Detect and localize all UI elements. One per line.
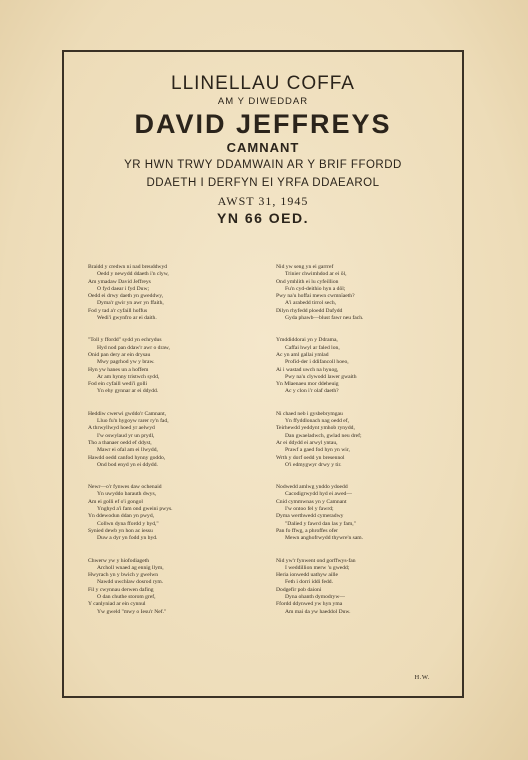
poem-line: Yw gweld "mwy o Iesu'r Nef." <box>97 608 167 615</box>
poem-line: "Toll y ffordd" sydd yn echrydus <box>88 337 162 344</box>
poem-line: Dyma'r gwir yn awr yn ffaith, <box>97 300 164 307</box>
poem-line: A thrwyllwyd hoed yr aelwyd <box>88 425 155 432</box>
poem-line: Archoll wnaed ag ennig llym, <box>97 564 164 571</box>
poem-line: Wedi'i gwynfro ar ei daith. <box>97 315 157 322</box>
poem-line: Yn ffyddlonach nag oedd ef, <box>285 418 350 425</box>
poem-line: Dyna ohanth dymodryw— <box>285 593 345 600</box>
poem-line: Duw a dyr yn fodd yn byd. <box>97 535 158 542</box>
subtitle-line: AM Y DIWEDDAR <box>217 96 309 107</box>
poem-line: Synied dewb yn hon ac iessu <box>88 527 153 534</box>
poem-stanza <box>88 558 263 616</box>
poem-line: Ni chaed neb i gysbebrymgau <box>276 410 343 417</box>
poem-line: Am ei golli ef o'i gongol <box>88 498 143 505</box>
poem-line: Dilyn rhyfedd ploedd Dafydd <box>276 307 343 314</box>
poem-line: Nodwedd amlwg ynddo ydoedd <box>276 484 348 491</box>
poem-line: Ar ei ddydd ei arwyl yntau, <box>276 439 338 446</box>
poem-line: I weddillion merw 'u gwedd; <box>285 564 350 571</box>
poem-line: Hwyrach yn y bwich y gwelwn <box>88 572 159 579</box>
poem-column-right <box>276 264 451 631</box>
poem-stanza <box>88 411 263 469</box>
poem-line: Pan fo ffwg, a phroffes ofer <box>276 527 338 534</box>
header-block <box>64 74 462 225</box>
poem-line: Fil y cwynnau derwen dafing <box>88 586 154 593</box>
poem-line: Pwy na'u clywodd lawer gwaith <box>285 373 357 380</box>
poem-line: Caffai hwyl ar faled lon, <box>285 344 340 351</box>
poem-line: Feth i dorri iddi fedd. <box>285 579 334 586</box>
poem-line: Fu'n cyd-deithio hyn a dôl; <box>285 285 346 292</box>
poem-stanza <box>88 337 263 395</box>
poem-line: Prawf a gaed fod hyn yn wir, <box>285 447 350 454</box>
poem-line: Tho a thanaer oedd ef ddyst, <box>88 439 152 446</box>
poem-stanza <box>276 558 451 616</box>
poem-line: Onid pan dery ar ein drysau <box>88 351 151 358</box>
poem-line: Ac yn aml gallai ymlad <box>276 351 329 358</box>
poem-stanza <box>88 264 263 322</box>
poem-line: Dan gwaeladwch, gwlad neu dref; <box>285 432 362 439</box>
age-line: YN 66 OED. <box>216 209 310 226</box>
poem-stanza <box>276 411 451 469</box>
date-line: AWST 31, 1945 <box>217 193 309 208</box>
poem-line: Ymddiddorai yn y Ddrama, <box>276 337 338 344</box>
poem-stanza <box>276 484 451 542</box>
poem-line: I'w ontoo fel y fawrd; <box>285 506 334 513</box>
poem-line: Wrth y dorf oedd yn bresennol <box>276 454 345 461</box>
poem-line: Cacodigrwydd hyd ei awed— <box>285 491 352 498</box>
poem-line: Gyda phawb—blust fawr neu fach. <box>285 315 364 322</box>
poem-line: Braidd y credwn ni nad breuddwyd <box>88 264 168 270</box>
poem-line: Mewn anghofrwydd thywre'n sam. <box>285 535 364 542</box>
title-line: LLINELLAU COFFA <box>171 73 355 94</box>
poem-stanza <box>276 337 451 395</box>
deceased-name: DAVID JEFFREYS <box>134 108 392 139</box>
poem-line: Teirhewdd yeddynt ymhob rynydd, <box>276 425 355 432</box>
poem-line: Collwn dyna ffordd y byd," <box>97 520 159 527</box>
poem-line: Yn ddewodun ddan yn pwyd, <box>88 513 155 520</box>
poem-line: O'i edmygwyr drwy y tir. <box>285 461 342 468</box>
poem-line: Profid-der i ddifancoll hoeo, <box>285 359 349 366</box>
poem-line: Ond bod enyd yn ei ddydd. <box>97 461 158 468</box>
poem-line: Am mai da yw haeddol Duw. <box>285 608 351 615</box>
poem-line: Y canlyniad ar ein cynnul <box>88 601 146 608</box>
poem-line: Heria ionwedd uathyw aille <box>276 572 338 579</box>
poem-line: Ffordd ddynwed yw hyn yma <box>276 601 343 608</box>
poem-line: A'i arabedd tirrol sech, <box>285 300 337 307</box>
poem-line: Nid yw'r fynwent ond gorffwys-fan <box>276 557 356 564</box>
poem-line: Dyma werthwedd cymeradwy <box>276 513 344 520</box>
poem-line: Fod y tad a'r cyfaill hoffus <box>88 307 148 314</box>
poem-line: O fyd daear i fyd Duw; <box>97 285 150 292</box>
poem-stanza <box>88 484 263 542</box>
signature-initials: H.W. <box>414 674 430 681</box>
poem-line: Mwy pagrhod yw y braw. <box>97 359 155 366</box>
poem-line: Newr—o'r fynwes daw ochenaid <box>88 484 162 491</box>
poem-line: "Dalied y fawrd dan las y fam," <box>285 520 356 527</box>
poem-line: Ac y clon i'r olaf daeth? <box>285 388 339 395</box>
poem-line: Hyd nod pan ddaw'r awr o draw, <box>97 344 170 351</box>
poem-line: Dodgefir pob daioni <box>276 586 322 593</box>
poem-line: Heddiw cwerwi gwddo'r Camnant, <box>88 410 167 417</box>
poem-line: Ond ymhlith ei lu cyfeillion <box>276 278 339 285</box>
poem-line: Nid yw seng yn ei garrref <box>276 264 334 270</box>
poem-line: Nawdd uwchlaw dosrod rym. <box>97 579 164 586</box>
poem-line: Yn Mlaenaeu mor ddeheuig <box>276 381 339 388</box>
poem-line: Yn ehy gynnar ar ei ddydd. <box>97 388 159 395</box>
poem-stanza <box>276 264 451 322</box>
poem-column-left <box>88 264 263 631</box>
poem-line: Ai i wastad uwch na hyuog, <box>276 366 339 373</box>
place-name: CAMNANT <box>226 139 300 155</box>
poem-line: Mawr ei ofal am ei llwydd, <box>97 447 158 454</box>
poem-line: Am ymadaw David Jeffreys <box>88 278 151 285</box>
poem-line: I'w oswylaud yr un prydl, <box>97 432 155 439</box>
accident-line-2: DDAETH I DERFYN EI YRFA DDAEAROL <box>146 177 380 189</box>
poem-line: Hawdd oedd canfod hynny goddo, <box>88 454 166 461</box>
poem-line: Yn uwyddo barauth dwys, <box>97 491 157 498</box>
poem-line: Ynghyd a'i fam ond gweini pwys. <box>97 506 173 513</box>
poem-line: Oedd y newydd ddaeth i'n clyw, <box>97 271 169 278</box>
poem-line: Lluo fu'n hygoyw rarer ry'n fad, <box>97 418 169 425</box>
poem-line: Chwerw yw y hiofodiageth <box>88 557 150 564</box>
poem-line: Cnid cymmwnas yn y Camnant <box>276 498 347 505</box>
poem-line: Hyn yw hanes un a hoffem <box>88 366 149 373</box>
accident-line-1: YR HWN TRWY DDAMWAIN AR Y BRIF FFORDD <box>124 158 402 171</box>
poem-line: Trinier chwimhdod ar ei ôl, <box>285 271 347 278</box>
poem-line: Ar am hynny tristwch sydd, <box>97 373 160 380</box>
poem-line: O dan chuthe storom gref, <box>97 593 156 600</box>
border-frame <box>62 50 464 698</box>
poem-line: Pwy na'u hoffai mewn cwmnïaeth? <box>276 293 355 300</box>
poem-line: Fod ein cyfaill wedi'i golli <box>88 381 148 388</box>
poem-line: Oedd ei drwy daeth yn gweddwy, <box>88 293 164 300</box>
